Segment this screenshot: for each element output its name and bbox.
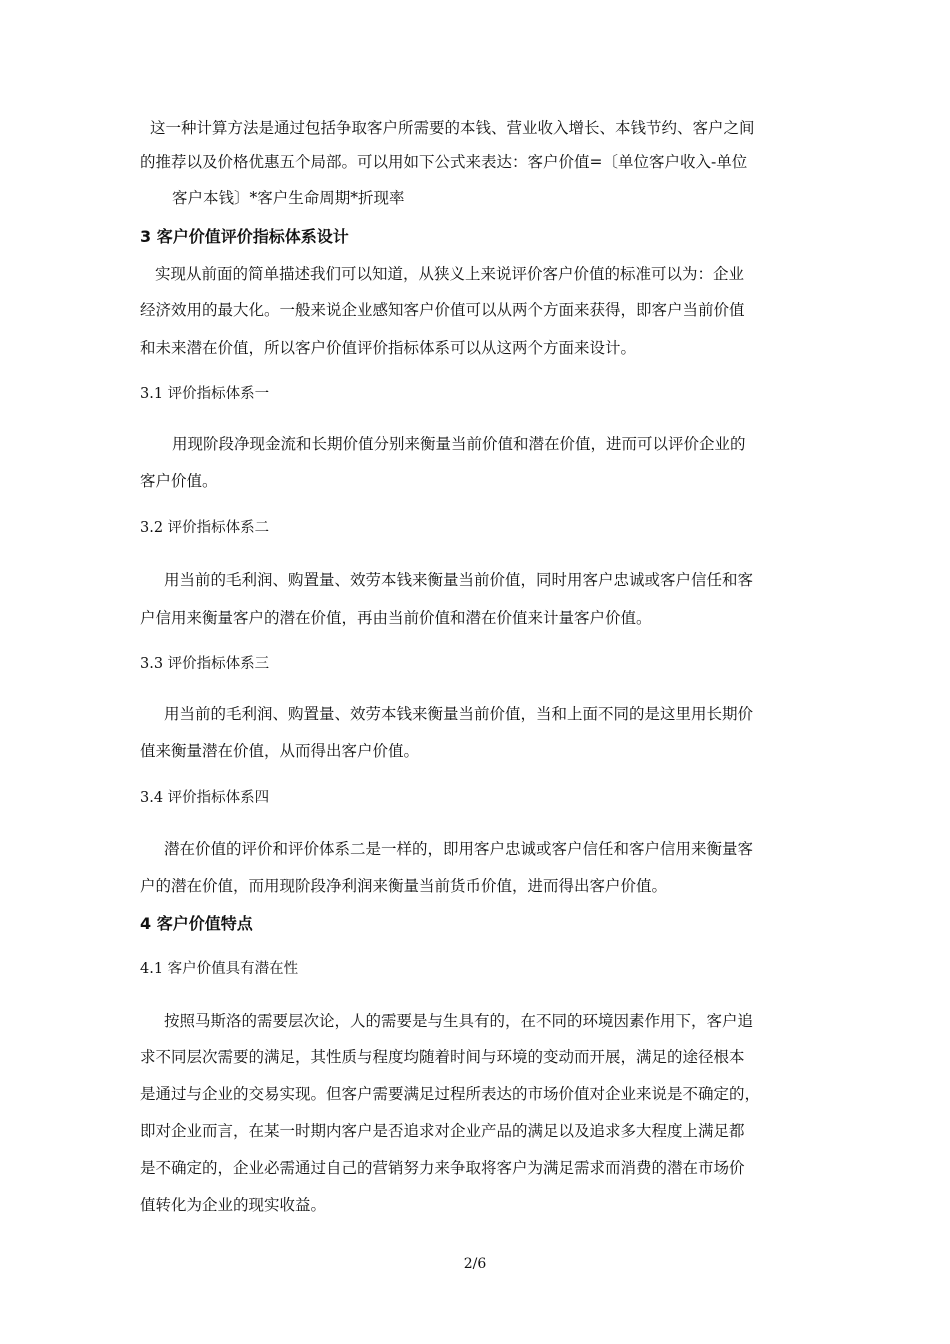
paragraph-4-1-line-5: 是不确定的，企业必需通过自己的营销努力来争取将客户为满足需求而消费的潜在市场价 — [140, 1159, 745, 1177]
subsection-heading-3-4: 3.4 评价指标体系四 — [140, 790, 270, 806]
subsection-heading-3-3: 3.3 评价指标体系三 — [140, 656, 270, 672]
paragraph-3-4-line-2: 户的潜在价值，而用现阶段净利润来衡量当前货币价值，进而得出客户价值。 — [140, 877, 668, 895]
subsection-heading-3-2: 3.2 评价指标体系二 — [140, 520, 270, 536]
paragraph-3-1-line-2: 客户价值。 — [140, 472, 218, 490]
paragraph-formula-line-1: 这一种计算方法是通过包括争取客户所需要的本钱、营业收入增长、本钱节约、客户之间 — [150, 119, 755, 137]
section-heading-4: 4 客户价值特点 — [140, 914, 253, 933]
page-number: 2/6 — [463, 1256, 487, 1272]
subsection-heading-3-1: 3.1 评价指标体系一 — [140, 386, 270, 402]
paragraph-intro-line-3: 和未来潜在价值，所以客户价值评价指标体系可以从这两个方面来设计。 — [140, 339, 637, 357]
paragraph-3-2-line-1: 用当前的毛利润、购置量、效劳本钱来衡量当前价值，同时用客户忠诚或客户信任和客 — [164, 571, 754, 589]
paragraph-3-3-line-1: 用当前的毛利润、购置量、效劳本钱来衡量当前价值，当和上面不同的是这里用长期价 — [164, 705, 754, 723]
paragraph-formula-line-2: 的推荐以及价格优惠五个局部。可以用如下公式来表达：客户价值=〔单位客户收入-单位 — [140, 153, 748, 171]
paragraph-4-1-line-4: 即对企业而言，在某一时期内客户是否追求对企业产品的满足以及追求多大程度上满足都 — [140, 1122, 745, 1140]
paragraph-3-4-line-1: 潜在价值的评价和评价体系二是一样的，即用客户忠诚或客户信任和客户信用来衡量客 — [164, 840, 754, 858]
subsection-heading-4-1: 4.1 客户价值具有潜在性 — [140, 961, 299, 977]
paragraph-intro-line-2: 经济效用的最大化。一般来说企业感知客户价值可以从两个方面来获得，即客户当前价值 — [140, 301, 745, 319]
paragraph-3-1-line-1: 用现阶段净现金流和长期价值分别来衡量当前价值和潜在价值，进而可以评价企业的 — [172, 435, 746, 453]
paragraph-4-1-line-2: 求不同层次需要的满足，其性质与程度均随着时间与环境的变动而开展，满足的途径根本 — [140, 1048, 745, 1066]
paragraph-3-2-line-2: 户信用来衡量客户的潜在价值，再由当前价值和潜在价值来计量客户价值。 — [140, 609, 652, 627]
paragraph-formula-line-3: 客户本钱〕*客户生命周期*折现率 — [172, 189, 405, 207]
paragraph-intro-line-1: 实现从前面的简单描述我们可以知道，从狭义上来说评价客户价值的标准可以为：企业 — [155, 265, 745, 283]
paragraph-4-1-line-3: 是通过与企业的交易实现。但客户需要满足过程所表达的市场价值对企业来说是不确定的， — [140, 1085, 761, 1103]
paragraph-4-1-line-6: 值转化为企业的现实收益。 — [140, 1196, 327, 1214]
paragraph-3-3-line-2: 值来衡量潜在价值，从而得出客户价值。 — [140, 742, 420, 760]
section-heading-3: 3 客户价值评价指标体系设计 — [140, 227, 349, 246]
paragraph-4-1-line-1: 按照马斯洛的需要层次论，人的需要是与生具有的，在不同的环境因素作用下，客户追 — [164, 1012, 754, 1030]
